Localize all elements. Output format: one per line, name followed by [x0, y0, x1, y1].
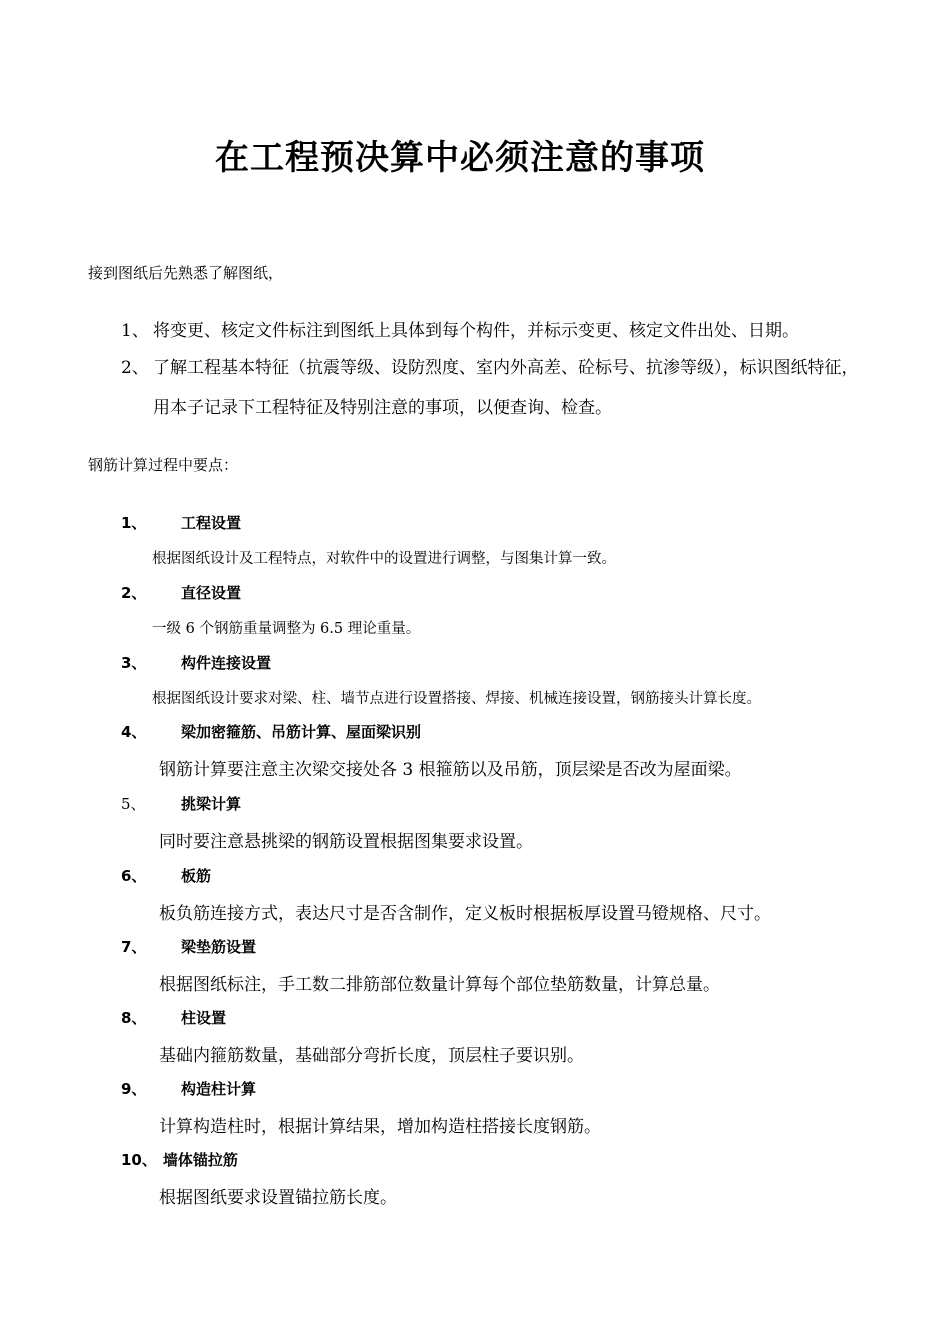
section-title: 梁加密箍筋、吊筋计算、屋面梁识别	[181, 723, 422, 741]
intro-item-number: 1、	[121, 321, 149, 341]
section-number: 2、	[121, 584, 147, 602]
section-title: 挑梁计算	[181, 795, 242, 813]
section-heading	[121, 865, 211, 886]
intro-item-text: 将变更、核定文件标注到图纸上具体到每个构件，并标示变更、核定文件出处、日期。	[153, 321, 799, 341]
section-heading	[121, 512, 241, 533]
section-number: 10、	[121, 1151, 157, 1169]
section-title: 墙体锚拉筋	[162, 1151, 238, 1169]
section-number: 4、	[121, 723, 147, 741]
document-title: 在工程预决算中必须注意的事项	[215, 138, 705, 178]
section-title: 直径设置	[181, 584, 242, 602]
section-desc: 根据图纸设计及工程特点，对软件中的设置进行调整，与图集计算一致。	[152, 551, 616, 567]
section-heading	[121, 793, 241, 814]
section-number: 9、	[121, 1080, 147, 1098]
section-number: 5、	[121, 795, 146, 813]
intro-item-number: 2、	[121, 358, 149, 378]
section-heading	[121, 1007, 226, 1028]
section-number: 6、	[121, 867, 147, 885]
section-title: 构件连接设置	[181, 654, 272, 672]
section-desc: 根据图纸设计要求对梁、柱、墙节点进行设置搭接、焊接、机械连接设置，钢筋接头计算长度。	[152, 691, 761, 707]
section-title: 柱设置	[181, 1009, 227, 1027]
section-title: 构造柱计算	[181, 1080, 257, 1098]
intro-item-text: 了解工程基本特征（抗震等级、设防烈度、室内外高差、砼标号、抗渗等级），标识图纸特征，用本子记录下工程特征及特别注意的事项，以便查询、检查。	[153, 358, 859, 418]
section-heading	[121, 582, 241, 603]
section-desc: 钢筋计算要注意主次梁交接处各 3 根箍筋以及吊筋，顶层梁是否改为屋面梁。	[159, 760, 742, 780]
rebar-heading: 钢筋计算过程中要点：	[88, 456, 239, 474]
section-number: 3、	[121, 654, 147, 672]
section-desc: 根据图纸标注，手工数二排筋部位数量计算每个部位垫筋数量，计算总量。	[159, 975, 720, 995]
section-desc: 根据图纸要求设置锚拉筋长度。	[159, 1188, 397, 1208]
section-heading	[121, 1149, 238, 1170]
section-desc: 同时要注意悬挑梁的钢筋设置根据图集要求设置。	[159, 832, 533, 852]
section-desc: 基础内箍筋数量，基础部分弯折长度，顶层柱子要识别。	[159, 1046, 584, 1066]
section-number: 7、	[121, 938, 147, 956]
section-title: 梁垫筋设置	[181, 938, 257, 956]
section-heading	[121, 936, 256, 957]
section-desc: 计算构造柱时，根据计算结果，增加构造柱搭接长度钢筋。	[159, 1117, 601, 1137]
section-desc: 一级 6 个钢筋重量调整为 6.5 理论重量。	[152, 621, 421, 637]
section-heading	[121, 652, 271, 673]
section-heading	[121, 721, 421, 742]
section-desc: 板负筋连接方式，表达尺寸是否含制作，定义板时根据板厚设置马镫规格、尺寸。	[159, 904, 771, 924]
intro-heading: 接到图纸后先熟悉了解图纸，	[88, 264, 284, 282]
section-heading	[121, 1078, 256, 1099]
section-title: 板筋	[181, 867, 212, 885]
section-title: 工程设置	[181, 514, 242, 532]
section-number: 8、	[121, 1009, 147, 1027]
section-number: 1、	[121, 514, 147, 532]
